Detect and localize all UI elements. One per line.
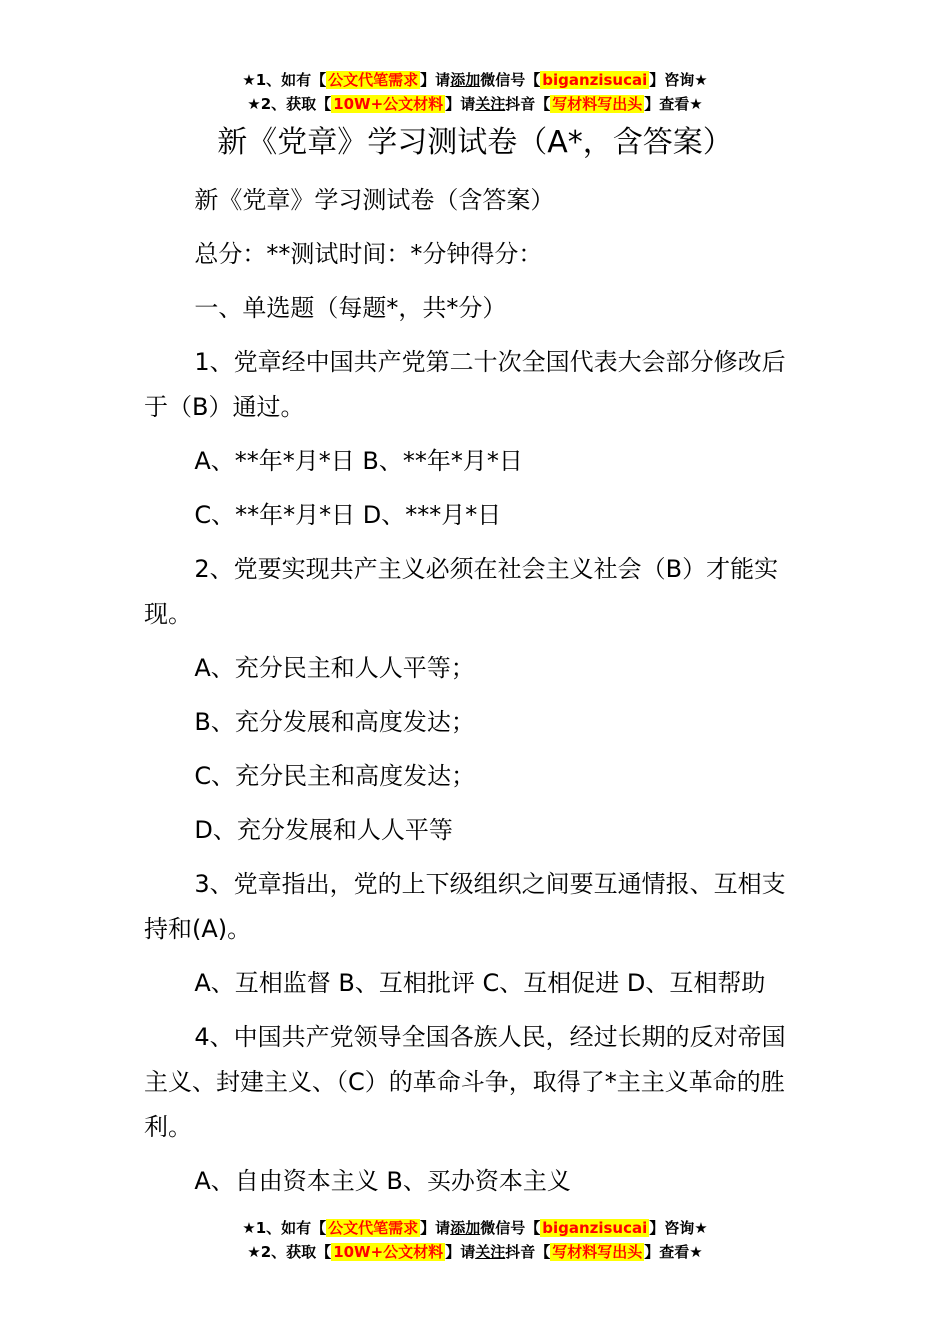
paragraph: 4、中国共产党领导全国各族人民，经过长期的反对帝国主义、封建主义、（C）的革命斗争，取得了*主主义革命的胜利。	[144, 1023, 786, 1141]
banner-line-2	[0, 92, 950, 116]
banner-text: 】咨询★	[649, 71, 708, 89]
paragraph: 2、党要实现共产主义必须在社会主义社会（B）才能实现。	[144, 555, 779, 628]
paragraph: A、充分民主和人人平等；	[194, 654, 475, 682]
banner-text: ★1、如有【	[242, 71, 327, 89]
banner-text: 微信号【	[480, 1219, 541, 1237]
paragraph: 1、党章经中国共产党第二十次全国代表大会部分修改后于（B）通过。	[144, 348, 786, 421]
banner-text: 】咨询★	[649, 1219, 708, 1237]
footer-banner	[0, 1216, 950, 1264]
document-body	[144, 178, 809, 1213]
document-title: 新《党章》学习测试卷（A*，含答案）	[217, 125, 733, 160]
wechat-id: biganzisucai	[542, 1219, 648, 1237]
wechat-id: biganzisucai	[542, 71, 648, 89]
underlined-text: 关注	[475, 95, 506, 113]
paragraph: A、互相监督 B、互相批评 C、互相促进 D、互相帮助	[194, 969, 766, 997]
douyin-id: 写材料写出头	[552, 1243, 643, 1261]
highlight-text: 公文代笔需求	[328, 1219, 419, 1237]
banner-text: 】请	[445, 1243, 476, 1261]
highlight-text: 10W+公文材料	[333, 95, 444, 113]
paragraph: 新《党章》学习测试卷（含答案）	[194, 186, 555, 214]
banner-text: ★1、如有【	[242, 1219, 327, 1237]
underlined-text: 添加	[450, 71, 481, 89]
paragraph: D、充分发展和人人平等	[194, 816, 453, 844]
paragraph: C、**年*月*日 D、***月*日	[194, 501, 502, 529]
douyin-id: 写材料写出头	[552, 95, 643, 113]
paragraph: 总分：**测试时间：*分钟得分：	[194, 240, 543, 268]
banner-text: ★2、获取【	[247, 1243, 332, 1261]
banner-text: 抖音【	[505, 95, 551, 113]
banner-text: 】查看★	[644, 95, 703, 113]
banner-line-1	[0, 1216, 950, 1240]
banner-text: 】查看★	[644, 1243, 703, 1261]
paragraph: A、**年*月*日 B、**年*月*日	[194, 447, 523, 475]
banner-text: ★2、获取【	[247, 95, 332, 113]
banner-text: 】请	[420, 1219, 451, 1237]
paragraph: A、自由资本主义 B、买办资本主义	[194, 1167, 571, 1195]
banner-text: 】请	[420, 71, 451, 89]
header-banner	[0, 68, 950, 116]
underlined-text: 关注	[475, 1243, 506, 1261]
banner-text: 抖音【	[505, 1243, 551, 1261]
paragraph: C、充分民主和高度发达；	[194, 762, 476, 790]
paragraph: B、充分发展和高度发达；	[194, 708, 475, 736]
paragraph: 一、单选题（每题*，共*分）	[194, 294, 507, 322]
banner-text: 微信号【	[480, 71, 541, 89]
banner-line-1	[0, 68, 950, 92]
banner-line-2	[0, 1240, 950, 1264]
highlight-text: 公文代笔需求	[328, 71, 419, 89]
underlined-text: 添加	[450, 1219, 481, 1237]
highlight-text: 10W+公文材料	[333, 1243, 444, 1261]
paragraph: 3、党章指出，党的上下级组织之间要互通情报、互相支持和(A)。	[144, 870, 786, 943]
banner-text: 】请	[445, 95, 476, 113]
